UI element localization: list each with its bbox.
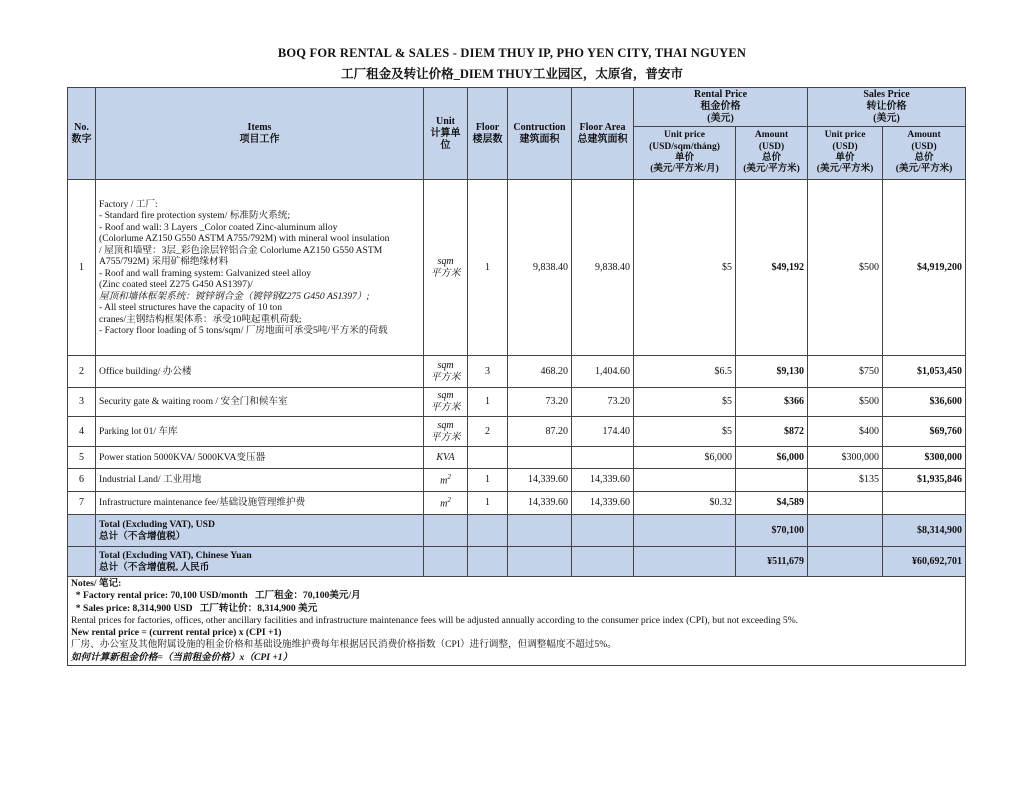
header-rental-price: Rental Price 租金价格 (美元) [634,88,808,127]
note-formula: New rental price = (current rental price) x (CPI +1) [71,627,282,639]
cell-item: Office building/ 办公楼 [96,356,424,388]
cell-item: Power station 5000KVA/ 5000KVA变压器 [96,447,424,469]
notes-section [68,577,966,666]
cell-sale-unit: $500 [808,180,883,356]
cell-no: 3 [68,388,96,417]
cell-item-factory: Factory / 工厂: - Standard fire protection system/ 标准防火系统; - Roof and wall: 3 Layers _Color coated Zinc-aluminum alloy (Colorlume AZ150 G550 ASTM A755/792M) with mineral wool insulation / 屋顶和墙壁：3层_彩色涂层锌铝合金 Colorlume AZ150 G550 ASTM A755/792M) 采用矿棉绝缘材料 - Roof and wall framing system: Galvanized steel alloy (Zinc coated steel Z275 G450 AS1397)/ 屋顶和墙体框架系统：镀锌钢合金（镀锌钢Z275 G450 AS1397）; - All steel structures have the capacity of 10 ton cranes/主钢结构框架体系：承受10吨起重机荷载; - Factory floor loading of 5 tons/sqm/ 厂房地面可承受5吨/平方米的荷载 [96,180,424,356]
cell-floor: 3 [468,356,508,388]
cell-floor [468,447,508,469]
table-row [68,388,966,417]
cell-rent-amount: $872 [736,417,808,447]
cell-floor: 2 [468,417,508,447]
cell-rent-amount: $4,589 [736,492,808,515]
table-row [68,492,966,515]
cell-sale-amount: $1,053,450 [883,356,966,388]
cell-rent-unit: $0.32 [634,492,736,515]
title-block [0,46,1024,82]
cell-floor-area: 1,404.60 [572,356,634,388]
total-rent-usd: $70,100 [736,515,808,547]
cell-sale-amount: $4,919,200 [883,180,966,356]
cell-sale-unit: $300,000 [808,447,883,469]
cell-item: Infrastructure maintenance fee/基础设施管理维护费 [96,492,424,515]
cell-floor: 1 [468,492,508,515]
notes-row [68,577,966,666]
header-unit: Unit 计算单位 [424,88,468,180]
note-formula-cn: 如何计算新租金价格=（当前租金价格）x（CPI +1） [71,651,293,663]
cell-rent-amount [736,469,808,492]
cell-item: Industrial Land/ 工业用地 [96,469,424,492]
header-floor-area: Floor Area 总建筑面积 [572,88,634,180]
notes-heading: Notes/ 笔记: [71,578,122,589]
cell-sale-amount: $69,760 [883,417,966,447]
cell-no: 2 [68,356,96,388]
cell-unit: sqm 平方米 [424,417,468,447]
cell-sale-amount: $36,600 [883,388,966,417]
title-english: BOQ FOR RENTAL & SALES - DIEM THUY IP, PHO YEN CITY, THAI NGUYEN [277,46,747,60]
cell-construction: 468.20 [508,356,572,388]
cell-sale-unit [808,492,883,515]
cell-floor-area: 14,339.60 [572,492,634,515]
cell-rent-amount: $6,000 [736,447,808,469]
cell-item: Security gate & waiting room / 安全门和候车室 [96,388,424,417]
header-sale-amount: Amount (USD) 总价 (美元/平方米) [883,127,966,180]
header-row-1 [68,88,966,127]
table-row-factory [68,180,966,356]
cell-item: Parking lot 01/ 车库 [96,417,424,447]
cell-sale-unit: $750 [808,356,883,388]
note-cpi-adjustment-cn: 厂房、办公室及其他附属设施的租金价格和基础设施维护费每年根据居民消费价格指数（CPI）进行调整，但调整幅度不超过5%。 [71,639,617,651]
cell-no: 5 [68,447,96,469]
cell-unit: KVA [424,447,468,469]
cell-construction: 14,339.60 [508,492,572,515]
cell-rent-amount: $366 [736,388,808,417]
cell-unit: sqm 平方米 [424,388,468,417]
cell-construction: 87.20 [508,417,572,447]
total-label-cny: Total (Excluding VAT), Chinese Yuan 总计（不含增值税, 人民币 [96,547,424,577]
table-row [68,417,966,447]
cell-rent-unit: $6.5 [634,356,736,388]
cell-rent-unit: $5 [634,417,736,447]
cell-sale-amount [883,492,966,515]
cell-floor: 1 [468,180,508,356]
cell-sale-amount: $1,935,846 [883,469,966,492]
header-sales-price: Sales Price 转让价格 (美元) [808,88,966,127]
cell-construction [508,447,572,469]
total-sale-cny: ¥60,692,701 [883,547,966,577]
header-items: Items 项目工作 [96,88,424,180]
total-row-usd [68,515,966,547]
title-chinese: 工厂租金及转让价格_DIEM THUY工业园区，太原省，普安市 [341,67,683,81]
cell-no: 6 [68,469,96,492]
header-rent-amount: Amount (USD) 总价 (美元/平方米) [736,127,808,180]
total-sale-usd: $8,314,900 [883,515,966,547]
cell-sale-unit: $135 [808,469,883,492]
total-row-cny [68,547,966,577]
header-rent-unit-price: Unit price (USD/sqm/tháng) 单价 (美元/平方米/月) [634,127,736,180]
cell-floor: 1 [468,469,508,492]
cell-floor-area [572,447,634,469]
cell-floor-area: 174.40 [572,417,634,447]
cell-rent-unit: $5 [634,180,736,356]
header-construction: Contruction 建筑面积 [508,88,572,180]
table-row [68,356,966,388]
total-rent-cny: ¥511,679 [736,547,808,577]
note-cpi-adjustment: Rental prices for factories, offices, other ancillary facilities and infrastructure maintenance fees will be adjusted annually according to the consumer price index (CPI), but not exceeding 5%. [71,614,799,626]
note-sales-price: * Sales price: 8,314,900 USD 工厂转让价：8,314,900 美元 [71,602,318,614]
cell-sale-amount: $300,000 [883,447,966,469]
cell-no: 7 [68,492,96,515]
cell-construction: 14,339.60 [508,469,572,492]
table-row [68,469,966,492]
cell-rent-unit: $5 [634,388,736,417]
cell-unit: $m^2$ [424,492,468,515]
cell-empty [68,515,96,547]
cell-rent-unit: $6,000 [634,447,736,469]
cell-floor-area: 9,838.40 [572,180,634,356]
cell-unit: sqm 平方米 [424,180,468,356]
note-rental-price: * Factory rental price: 70,100 USD/month 工厂租金：70,100美元/月 [71,590,361,602]
total-label-usd: Total (Excluding VAT), USD 总计（不含增值税） [96,515,424,547]
boq-table [67,87,966,666]
cell-construction: 73.20 [508,388,572,417]
cell-unit: $m^2$ [424,469,468,492]
cell-no: 1 [68,180,96,356]
header-floor: Floor 楼层数 [468,88,508,180]
cell-construction: 9,838.40 [508,180,572,356]
cell-floor-area: 73.20 [572,388,634,417]
cell-sale-unit: $500 [808,388,883,417]
cell-empty [68,547,96,577]
header-sale-unit-price: Unit price (USD) 单价 (美元/平方米) [808,127,883,180]
cell-unit: sqm 平方米 [424,356,468,388]
header-no: No. 数字 [68,88,96,180]
cell-sale-unit: $400 [808,417,883,447]
cell-no: 4 [68,417,96,447]
table-row [68,447,966,469]
cell-floor-area: 14,339.60 [572,469,634,492]
cell-rent-amount: $49,192 [736,180,808,356]
cell-rent-unit [634,469,736,492]
cell-floor: 1 [468,388,508,417]
cell-rent-amount: $9,130 [736,356,808,388]
